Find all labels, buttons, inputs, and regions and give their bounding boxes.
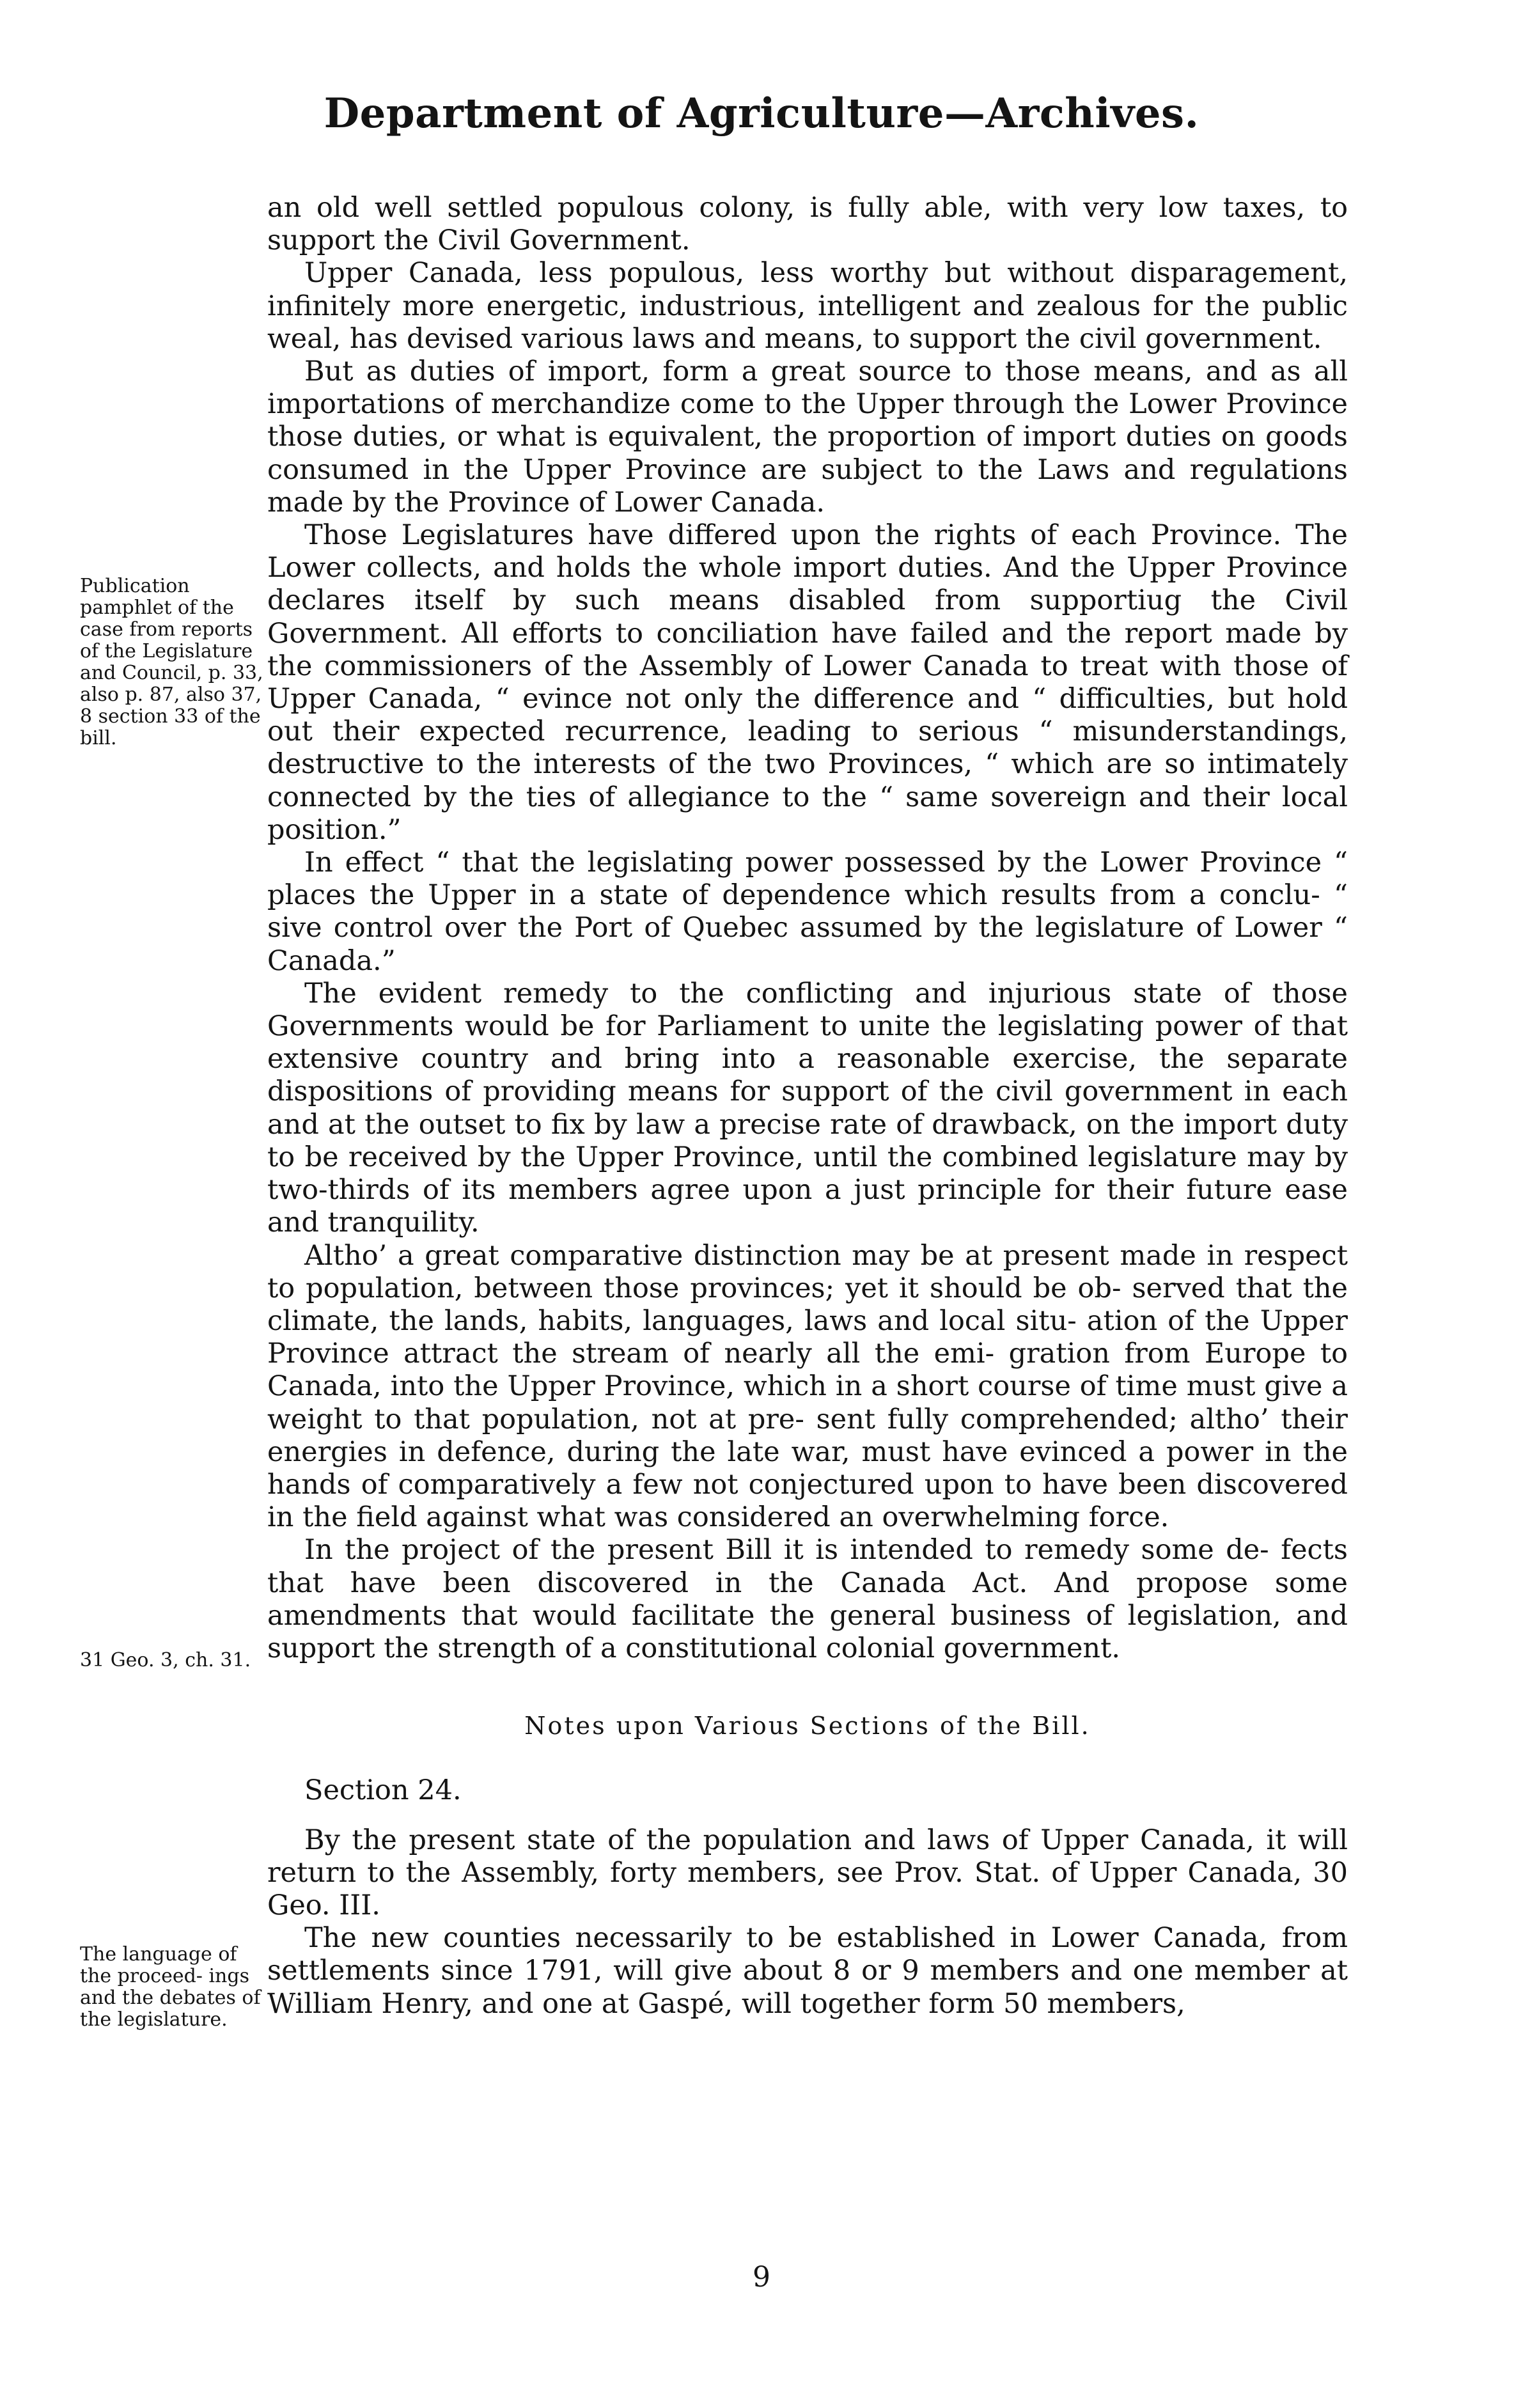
page-number: 9 (753, 2261, 770, 2294)
main-text (267, 192, 1348, 2021)
paragraph-5: In effect “ that the legislating power possessed by the Lower Province “ places the Upper in a state of dependence which results from a conclu- “ sive control over the Port of Quebec assumed by the legislature of Lower “ Canada.” (267, 847, 1348, 977)
paragraph-4: Those Legislatures have differed upon the rights of each Province. The Lower collects, and holds the whole import duties. And the Upper Province declares itself by such means disabled from supportiug the Civil Government. All efforts to conciliation have failed and the report made by the commissioners of the Assembly of Lower Canada to treat with those of Upper Canada, “ evince not only the difference and “ difficulties, but hold out their expected recurrence, leading to serious “ misunderstandings, destructive to the interests of the two Provinces, “ which are so intimately connected by the ties of allegiance to the “ same sovereign and their local position.” (267, 519, 1348, 846)
section-paragraph-1: By the present state of the population and laws of Upper Canada, it will return to the Assembly, forty members, see Prov. Stat. of Upper Canada, 30 Geo. III. (267, 1824, 1348, 1921)
section-paragraph-2: The new counties necessarily to be established in Lower Canada, from settlements since 1791, will give about 8 or 9 members and one member at William Henry, and one at Gaspé, will together form 50 members, (267, 1922, 1348, 2020)
paragraph-3: But as duties of import, form a great source to those means, and as all importations of merchandize come to the Upper through the Lower Province those duties, or what is equivalent, the proportion of import duties on goods consumed in the Upper Province are subject to the Laws and regulations made by the Province of Lower Canada. (267, 356, 1348, 519)
section-title: Section 24. (304, 1774, 462, 1807)
margin-note-language: The language of the proceed- ings and the debates of the legislature. (80, 1943, 261, 2031)
margin-note-publication: Publication pamphlet of the case from reports of the Legislature and Council, p. 33, also p. 87, also 37, 8 section 33 of the bill. (80, 575, 263, 749)
paragraph-1: an old well settled populous colony, is fully able, with very low taxes, to support the Civil Government. (267, 192, 1348, 257)
paragraph-8: In the project of the present Bill it is intended to remedy some de- fects that have been discovered in the Canada Act. And propose some amendments that would facilitate the general business of legislation, and support the strength of a constitutional colonial government. (267, 1534, 1348, 1664)
paragraph-6: The evident remedy to the conflicting and injurious state of those Governments would be for Parliament to unite the legislating power of that extensive country and bring into a reasonable exercise, the separate dispositions of providing means for support of the civil government in each and at the outset to fix by law a precise rate of drawback, on the import duty to be received by the Upper Province, until the combined legislature may by two-thirds of its members agree upon a just principle for their future ease and tranquility. (267, 977, 1348, 1239)
page-header: Department of Agriculture—Archives. (324, 90, 1199, 137)
paragraph-7: Altho’ a great comparative distinction may be at present made in respect to population, between those provinces; yet it should be ob- served that the climate, the lands, habits, languages, laws and local situ- ation of the Upper Province attract the stream of nearly all the emi- gration from Europe to Canada, into the Upper Province, which in a short course of time must give a weight to that population, not at pre- sent fully comprehended; altho’ their energies in defence, during the late war, must have evinced a power in the hands of comparatively a few not conjectured upon to have been discovered in the field against what was considered an overwhelming force. (267, 1239, 1348, 1534)
paragraph-2: Upper Canada, less populous, less worthy but without disparagement, infinitely more energetic, industrious, intelligent and zealous for the public weal, has devised various laws and means, to support the civil government. (267, 257, 1348, 355)
margin-note-statute: 31 Geo. 3, ch. 31. (80, 1649, 251, 1671)
notes-heading: Notes upon Various Sections of the Bill. (524, 1712, 1091, 1740)
